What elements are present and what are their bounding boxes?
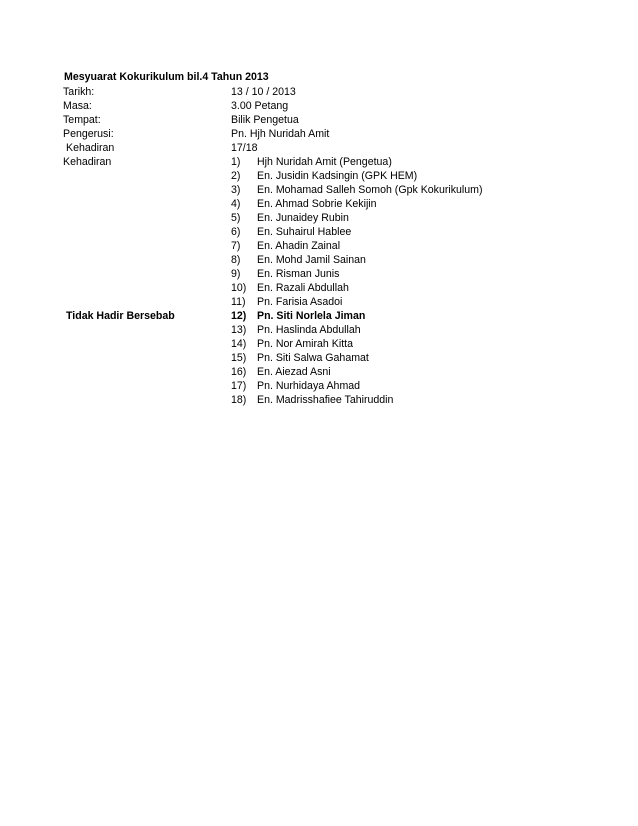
attendee-number: 16) (231, 366, 247, 378)
attendee-number: 10) (231, 282, 247, 294)
field-row-tempat (0, 113, 638, 127)
attendee-row (0, 351, 638, 365)
field-row-kehadiran-count (0, 141, 638, 155)
attendee-name: En. Suhairul Hablee (257, 226, 352, 238)
field-value: 17/18 (231, 142, 258, 154)
attendee-number: 6) (231, 226, 241, 238)
attendee-name: En. Razali Abdullah (257, 282, 349, 294)
attendee-name: En. Jusidin Kadsingin (GPK HEM) (257, 170, 418, 182)
attendee-row (0, 295, 638, 309)
attendee-number: 7) (231, 240, 241, 252)
attendee-number: 9) (231, 268, 241, 280)
attendee-number: 5) (231, 212, 241, 224)
attendee-name: En. Ahadin Zainal (257, 240, 341, 252)
attendee-number: 8) (231, 254, 241, 266)
attendee-number: 1) (231, 156, 241, 168)
attendee-row (0, 281, 638, 295)
attendee-row (0, 211, 638, 225)
attendee-row (0, 337, 638, 351)
field-value: 3.00 Petang (231, 100, 289, 112)
field-label: Pengerusi: (63, 128, 114, 140)
document-title: Mesyuarat Kokurikulum bil.4 Tahun 2013 (64, 71, 269, 83)
attendee-name: Pn. Farisia Asadoi (257, 296, 343, 308)
field-label: Kehadiran (66, 142, 115, 154)
attendee-row (0, 253, 638, 267)
attendee-number: 17) (231, 380, 247, 392)
field-row-masa (0, 99, 638, 113)
attendee-row (0, 309, 638, 323)
attendee-name: Pn. Siti Norlela Jiman (257, 310, 366, 322)
attendee-row (0, 323, 638, 337)
field-label: Tarikh: (63, 86, 95, 98)
field-row-pengerusi (0, 127, 638, 141)
attendee-name: Pn. Nor Amirah Kitta (257, 338, 353, 350)
field-value: 13 / 10 / 2013 (231, 86, 296, 98)
attendee-name: Pn. Siti Salwa Gahamat (257, 352, 369, 364)
attendee-number: 2) (231, 170, 241, 182)
attendee-row (0, 225, 638, 239)
attendee-name: Hjh Nuridah Amit (Pengetua) (257, 156, 392, 168)
attendee-name: En. Ahmad Sobrie Kekijin (257, 198, 377, 210)
field-label: Tempat: (63, 114, 101, 126)
attendee-name: Pn. Haslinda Abdullah (257, 324, 361, 336)
attendee-number: 12) (231, 310, 247, 322)
attendee-number: 13) (231, 324, 247, 336)
attendee-row (0, 379, 638, 393)
attendee-row (0, 183, 638, 197)
attendee-name: En. Junaidey Rubin (257, 212, 349, 224)
attendee-row (0, 169, 638, 183)
attendee-name: En. Aiezad Asni (257, 366, 331, 378)
attendee-name: En. Madrisshafiee Tahiruddin (257, 394, 394, 406)
attendee-name: En. Risman Junis (257, 268, 340, 280)
attendee-row (0, 197, 638, 211)
attendee-number: 15) (231, 352, 247, 364)
attendee-number: 3) (231, 184, 241, 196)
attendee-name: En. Mohamad Salleh Somoh (Gpk Kokurikulum) (257, 184, 483, 196)
attendee-row (0, 393, 638, 407)
attendee-number: 14) (231, 338, 247, 350)
field-label: Masa: (63, 100, 92, 112)
attendee-number: 4) (231, 198, 241, 210)
attendee-number: 18) (231, 394, 247, 406)
field-row-tarikh (0, 85, 638, 99)
attendee-row (0, 155, 638, 169)
absent-label: Tidak Hadir Bersebab (66, 310, 175, 322)
attendee-row (0, 239, 638, 253)
attendee-row (0, 365, 638, 379)
attendee-row (0, 267, 638, 281)
attendance-label: Kehadiran (63, 156, 112, 168)
attendee-name: Pn. Nurhidaya Ahmad (257, 380, 361, 392)
attendee-number: 11) (231, 296, 246, 308)
attendee-name: En. Mohd Jamil Sainan (257, 254, 366, 266)
field-value: Pn. Hjh Nuridah Amit (231, 128, 330, 140)
field-value: Bilik Pengetua (231, 114, 299, 126)
